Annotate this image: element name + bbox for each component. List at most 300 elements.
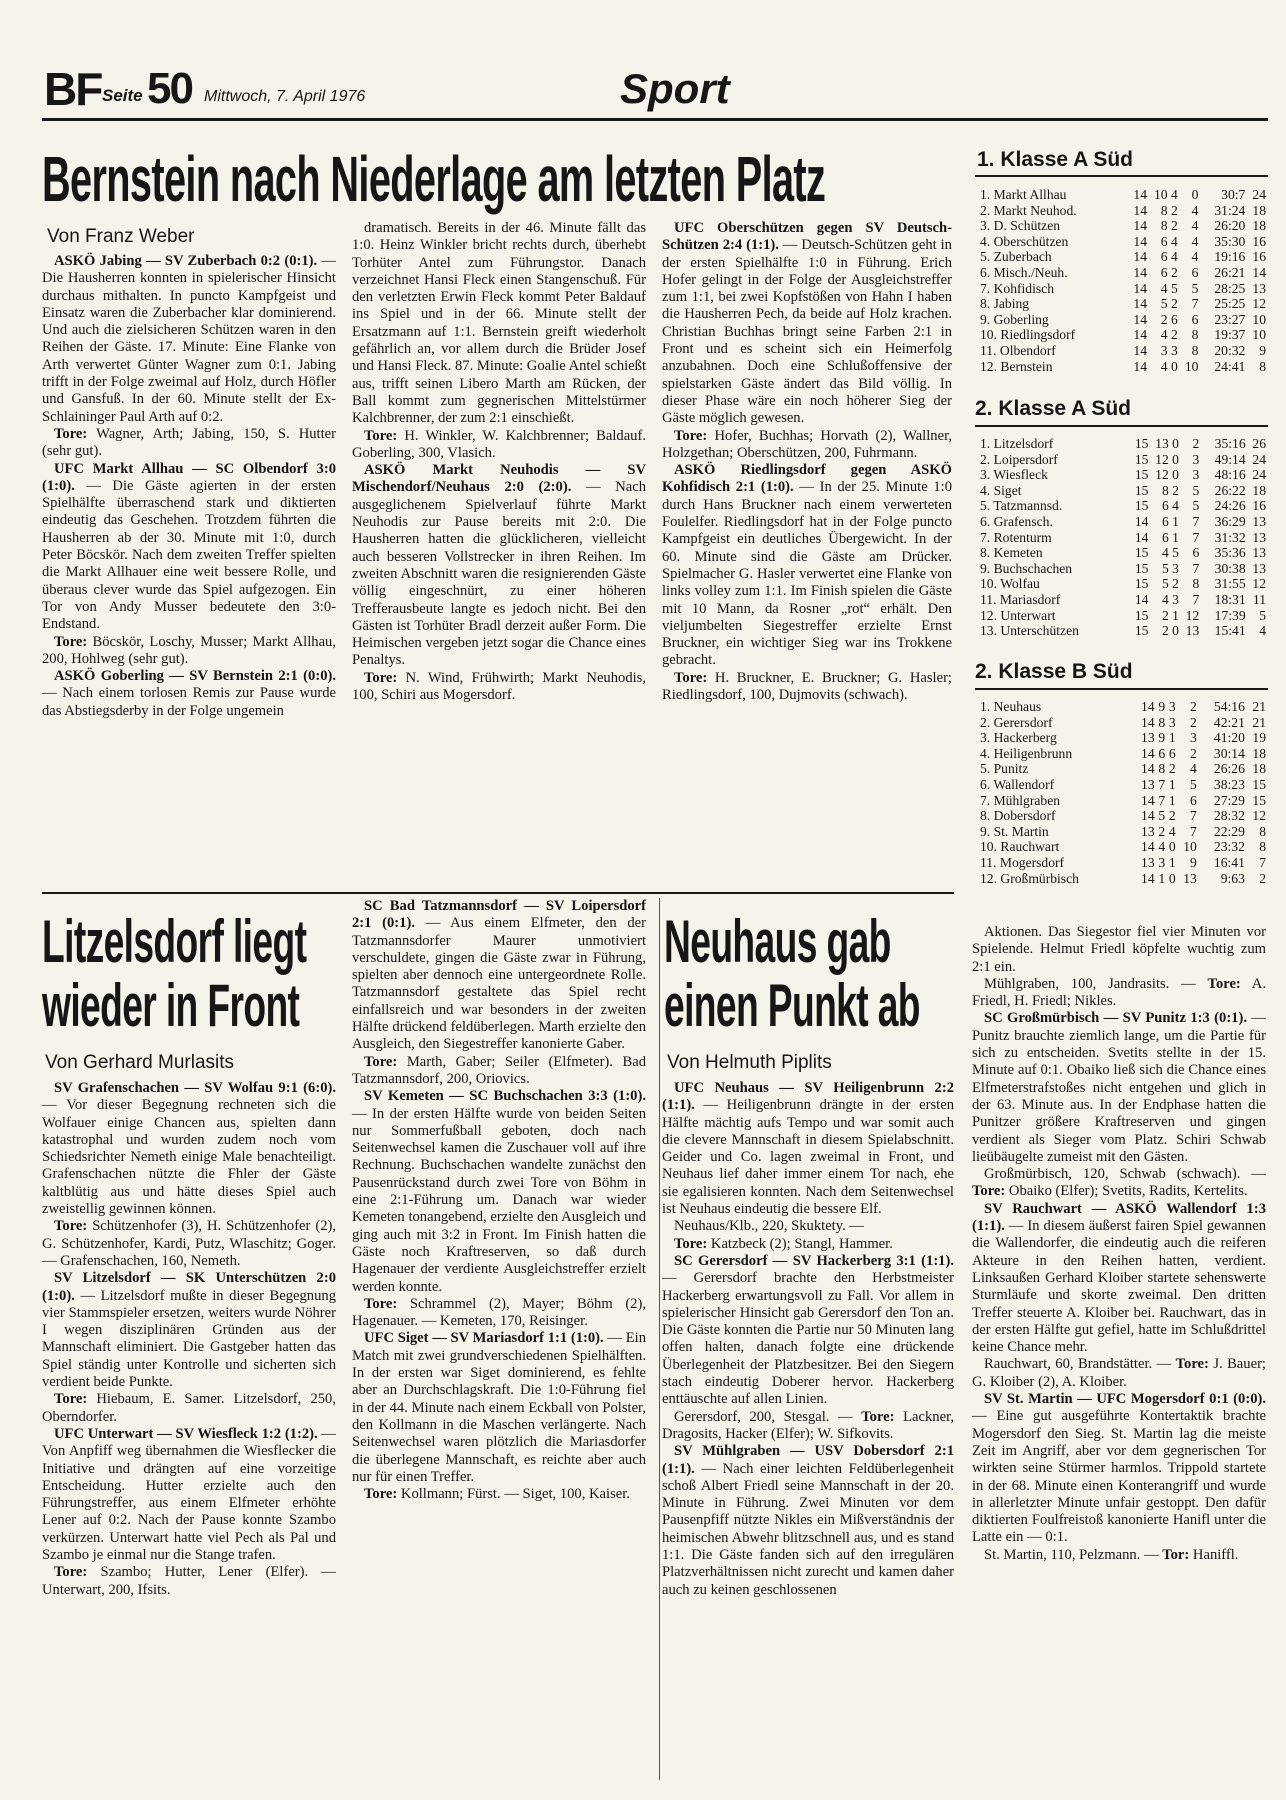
table-row — [980, 467, 1266, 483]
table-cell-goals: 16:41 — [1213, 854, 1245, 870]
match-report — [662, 462, 952, 670]
table-cell-goals: 24:41 — [1214, 358, 1246, 374]
table-cell-goals: 48:16 — [1214, 467, 1246, 483]
table-cell-team: 6. Grafensch. — [980, 513, 1053, 529]
table-cell-team: 3. D. Schützen — [980, 218, 1061, 234]
table-cell-lost: 7 — [1190, 823, 1197, 839]
goal-scorers — [972, 1356, 1266, 1391]
table-row — [980, 871, 1266, 887]
masthead-rule — [42, 118, 1268, 121]
table-row — [980, 561, 1266, 577]
match-result: SV Kemeten — SC Buchschachen 3:3 (1:0). — [364, 1088, 646, 1105]
table-cell-won: 5 — [1161, 560, 1169, 576]
scorers: Hofer, Buchhas; Horvath (2), Wallner, Holzgethan; Oberschützen, 200, Fuhrmann. — [662, 427, 952, 461]
table-cell-points: 9 — [1259, 342, 1266, 358]
table-cell-points: 12 — [1252, 808, 1266, 824]
table-cell-played: 14 — [1141, 808, 1155, 824]
table-cell-goals: 41:20 — [1213, 730, 1245, 746]
table-cell-won: 10 — [1153, 187, 1168, 202]
table-cell-drawn: 2 — [1171, 327, 1178, 343]
scorers: H. Bruckner, E. Bruckner; G. Hasler; Riedlingsdorf, 100, Dujmovits (schwach). — [662, 669, 952, 704]
table-cell-goals: 36:29 — [1214, 513, 1246, 529]
match-result: UFC Neuhaus — SV Heiligenbrunn 2:2 (1:1). — [662, 1080, 954, 1114]
table-cell-lost: 7 — [1191, 296, 1199, 312]
table-cell-team: 1. Neuhaus — [980, 699, 1042, 714]
table-row — [980, 855, 1266, 871]
match-report — [42, 1270, 336, 1391]
table-cell-goals: 26:21 — [1214, 264, 1246, 280]
table3 — [980, 699, 1266, 886]
table-cell-goals: 31:32 — [1214, 529, 1246, 545]
table-cell-drawn: 3 — [1168, 699, 1176, 714]
table-cell-won: 2 — [1158, 823, 1166, 839]
table2-rule — [975, 425, 1268, 427]
table-cell-played: 14 — [1133, 327, 1147, 343]
table-cell-won: 5 — [1158, 808, 1166, 824]
table-cell-played: 14 — [1141, 714, 1155, 730]
table-cell-points: 13 — [1252, 513, 1266, 529]
table-row — [980, 839, 1266, 855]
report-body: Aktionen. Das Siegestor fiel vier Minuten vor Spielende. Helmut Friedl köpfelte wuchtig zum 2:1 ein. — [972, 924, 1266, 975]
table-row — [980, 514, 1266, 530]
goal-scorers — [662, 1236, 954, 1253]
table-cell-played: 13 — [1141, 776, 1155, 792]
goal-scorers — [662, 428, 952, 463]
table-cell-team: 8. Dobersdorf — [980, 808, 1056, 824]
table-cell-lost: 4 — [1191, 202, 1199, 218]
report-body: — Nach ausgeglichenem Spielverlauf führte Markt Neuhodis zur Pause bereits mit 2:0. Die Hausherren hatten die glücklicheren, vielleicht auch besseren Vollstrecker in ihren Reihen. Im zweiten Abschnitt waren die resignierenden Gäste völlig eingeschnürt, zu einer höheren Trefferausbeute langte es jedoch nicht. Bei den Gästen ist Torhüter Bradl derzeit außer Form. Die Heimischen vergeben jetzt sogar die Chance eines Penaltys. — [352, 479, 646, 669]
goal-scorers — [662, 1409, 954, 1444]
table-cell-team: 10. Wolfau — [980, 576, 1040, 592]
table-cell-points: 8 — [1259, 358, 1266, 374]
table-cell-points: 8 — [1259, 839, 1266, 855]
scorers: Katzbeck (2); Stangl, Hammer. — [710, 1235, 893, 1252]
table-cell-won: 5 — [1160, 296, 1168, 312]
table-cell-goals: 23:32 — [1213, 839, 1245, 855]
table-cell-lost: 2 — [1192, 436, 1200, 451]
report-body: — Vor dieser Begegnung rechneten sich die Wolfauer einige Chancen aus, spielten dann katastrophal und wurden zudem noch vom Schiedsrichter Nemeth einige Male benachteiligt. Grafenschachen nützte die Fhler der Gäste kaltblütig aus und hätte dieses Spiel auch zweistellig gewinnen können. — [42, 1097, 336, 1218]
table-cell-lost: 4 — [1191, 233, 1199, 249]
table-cell-team: 2. Loipersdorf — [980, 451, 1058, 467]
table1-rule — [975, 175, 1268, 177]
table-cell-goals: 35:16 — [1214, 436, 1246, 451]
goal-scorers — [42, 426, 336, 461]
table-row — [980, 824, 1266, 840]
table-cell-goals: 35:30 — [1214, 233, 1246, 249]
table-cell-points: 12 — [1252, 296, 1266, 312]
goal-scorers — [972, 1547, 1266, 1564]
table-cell-points: 15 — [1252, 776, 1266, 792]
table-cell-drawn: 2 — [1171, 264, 1178, 280]
table-cell-drawn: 2 — [1171, 202, 1178, 218]
table-cell-drawn: 0 — [1168, 870, 1176, 886]
table-cell-points: 13 — [1252, 529, 1266, 545]
match-result: SV Litzelsdorf — SK Unterschützen 2:0 (1:0). — [42, 1270, 336, 1304]
attendance: Rauchwart, 60, Brandstätter. — — [984, 1356, 1172, 1373]
table-cell-drawn: 1 — [1168, 776, 1176, 792]
match-result: UFC Oberschützen gegen SV Deutsch-Schützen 2:4 (1:1). — [662, 220, 952, 254]
scorers: Lackner, Dragosits, Hacker (Elfer); W. Sifkovits. — [662, 1408, 955, 1442]
table-cell-team: 3. Hackerberg — [980, 730, 1057, 746]
table-cell-team: 5. Zuberbach — [980, 249, 1052, 265]
table-cell-team: 11. Mariasdorf — [980, 591, 1061, 607]
match-report — [352, 898, 646, 1054]
table-cell-team: 4. Oberschützen — [980, 233, 1069, 249]
table-cell-played: 13 — [1141, 730, 1155, 746]
tore-label: Tore: — [674, 1235, 708, 1252]
goal-scorers — [42, 1218, 336, 1270]
table2-title: 2. Klasse A Süd — [975, 397, 1132, 420]
masthead-date: Mittwoch, 7. April 1976 — [204, 88, 366, 105]
table-row — [980, 203, 1266, 219]
match-report — [662, 1080, 954, 1218]
table-cell-points: 18 — [1252, 745, 1266, 761]
table-cell-lost: 5 — [1190, 776, 1197, 792]
article3-byline: Von Helmuth Piplits — [667, 1052, 832, 1073]
table-cell-lost: 3 — [1192, 451, 1200, 467]
report-body: — Gerersdorf brachte den Herbstmeister Hackerberg erwartungsvoll zu Fall. Vor allem in spielerischer Hinsicht gab Gerersdorf den Ton an. Die Gäste konnten die Partie nur 50 Minuten lang offen halten, danach folgte eine drückende Überlegenheit der Platzbesitzer. Bei den Siegern stach eindeutig Doberer hervor. Hackerberg enttäuschte auf allen Linien. — [662, 1270, 954, 1408]
table-row — [980, 234, 1266, 250]
table-cell-goals: 15:41 — [1214, 623, 1246, 639]
table-cell-points: 16 — [1252, 249, 1266, 265]
table-cell-played: 15 — [1134, 545, 1149, 561]
table-cell-lost: 0 — [1191, 187, 1199, 202]
table-cell-points: 14 — [1252, 264, 1266, 280]
table-cell-lost: 7 — [1192, 529, 1200, 545]
table-cell-played: 14 — [1134, 591, 1149, 607]
table-cell-team: 12. Bernstein — [980, 358, 1053, 374]
table-cell-drawn: 0 — [1172, 451, 1179, 467]
scorers: Böcskör, Loschy, Musser; Markt Allhau, 200, Hohlweg (sehr gut). — [42, 633, 336, 667]
table-cell-lost: 2 — [1190, 714, 1197, 730]
table-cell-team: 3. Wiesfleck — [980, 467, 1048, 483]
tore-label: Tore: — [674, 427, 708, 444]
report-body: — Litzelsdorf mußte in dieser Begegnung vier Stammspieler ersetzen, weiters wurde Nöhrer I wegen disziplinären Gründen aus der Mannschaft eliminiert. Die Gastgeber hatten das Spiel ständig unter Kontrolle und sicherten sich verdient beide Punkte. — [42, 1287, 336, 1391]
table-cell-team: 1. Litzelsdorf — [980, 436, 1054, 451]
table-cell-lost: 9 — [1190, 854, 1197, 870]
scorers: A. Friedl, H. Friedl; Nikles. — [972, 975, 1266, 1010]
table-cell-drawn: 1 — [1168, 854, 1176, 870]
table-row — [980, 623, 1266, 639]
scorers: H. Winkler, W. Kalchbrenner; Baldauf. Goberling, 300, Vlasich. — [352, 427, 646, 461]
attendance: Mühlgraben, 100, Jandrasits. — — [984, 975, 1196, 992]
table-cell-won: 3 — [1158, 854, 1166, 870]
table-cell-played: 15 — [1134, 436, 1149, 451]
table-cell-won: 12 — [1155, 467, 1169, 483]
table-cell-team: 7. Rotenturm — [980, 529, 1052, 545]
table-cell-won: 4 — [1160, 280, 1168, 296]
table-cell-drawn: 1 — [1172, 607, 1179, 623]
table-cell-drawn: 0 — [1172, 467, 1179, 483]
table-cell-goals: 30:38 — [1214, 560, 1246, 576]
table-cell-drawn: 0 — [1171, 358, 1178, 374]
table-cell-points: 5 — [1259, 607, 1266, 623]
table-cell-won: 5 — [1161, 576, 1169, 592]
match-result: ASKÖ Markt Neuhodis — SV Mischendorf/Neuhaus 2:0 (2:0). — [352, 462, 646, 496]
table-cell-drawn: 0 — [1172, 436, 1179, 451]
table-cell-drawn: 4 — [1171, 233, 1178, 249]
table-cell-lost: 7 — [1192, 591, 1200, 607]
table-cell-team: 9. Goberling — [980, 311, 1049, 327]
table-cell-drawn: 1 — [1168, 730, 1176, 746]
report-body: — Die Hausherren konnten in spielerischer Hinsicht durchaus mithalten. In puncto Kampfgeist und Einsatz waren die Zuberbacher klar dominierend. Und auch die zielsicheren Schützen waren in den Reihen der Gäste. 17. Minute: Eine Flanke von Arth verwertet Günter Wagner zum 0:1. Jabing trifft in der Folge zweimal auf Holz, durch Höfler und Gansfuß. In der 60. Minute stellt der Ex-Schlaininger Paul Arth auf 0:2. — [42, 253, 336, 425]
tore-label: Tore: — [54, 1564, 88, 1581]
table-row — [980, 218, 1266, 234]
table-cell-drawn: 2 — [1171, 218, 1178, 234]
report-body: — Von Anpfiff weg übernahmen die Wiesflecker die Initiative und drängten auf eine vorzeitige Entscheidung. Hutter erzielte auch den Führungstreffer, aus einem Elfmeter erhöhte Lener auf 0:2. Nach der Pause konnte Szambo verkürzen. Unterwart hatte viel Pech als Pal und Szambo je einmal nur die Stange trafen. — [42, 1425, 336, 1564]
attendance: Großmürbisch, 120, Schwab (schwach). — — [984, 1166, 1266, 1183]
table-cell-played: 15 — [1134, 498, 1149, 514]
article3-column-1 — [662, 1080, 954, 1599]
table-cell-drawn: 5 — [1171, 280, 1178, 296]
tore-label: Tore: — [54, 633, 88, 650]
report-body: — Deutsch-Schützen geht in der ersten Spielhälfte 1:0 in Führung. Erich Hofer gelingt in der Folge der Ausgleichstreffer zum 1:1, bei zwei Kopfstößen von Hahn I haben die Hausherren Pech, da beide auf Holz krachen. Christian Buchhas bringt seine Farben 2:1 in Front und es scheint sich ein Heimerfolg anzubahnen. Doch eine Schlußoffensive der spielstarken Gäste ändert das Bild völlig. In dieser Phase wäre ein noch höherer Sieg der Gäste möglich gewesen. — [662, 237, 952, 427]
table-cell-won: 8 — [1160, 202, 1168, 218]
table-cell-won: 2 — [1160, 311, 1168, 327]
report-text — [972, 924, 1266, 976]
table-cell-won: 4 — [1158, 839, 1166, 855]
table-cell-goals: 28:32 — [1213, 808, 1245, 824]
table-cell-drawn: 6 — [1171, 311, 1178, 327]
scorers: Marth, Gaber; Seiler (Elfmeter). Bad Tatzmannsdorf, 200, Oriovics. — [352, 1053, 646, 1087]
goal-scorers — [352, 670, 646, 705]
match-result: SV Grafenschachen — SV Wolfau 9:1 (6:0). — [54, 1080, 336, 1096]
report-body: — In der ersten Hälfte wurde von beiden Seiten nur Sommerfußball geboten, doch nach Seitenwechsel kamen die Zuschauer voll auf ihre Rechnung. Buchschachen wandelte zunächst den Pausenrückstand durch zwei Tore von Böhm in eine 2:1-Führung um. Danach war wieder Kemeten tonangebend, erzielte den Ausgleich und ging auch mit 3:2 in Front. Im Finish hatten die Gäste noch Kraftreserven, so daß durch Hagenauer der verdiente Ausgleichstreffer erzielt werden konnte. — [352, 1105, 646, 1295]
table-row — [980, 592, 1266, 608]
table-cell-team: 6. Wallendorf — [980, 776, 1055, 792]
table-cell-won: 6 — [1161, 498, 1169, 514]
table-cell-won: 12 — [1155, 451, 1169, 467]
table-cell-played: 14 — [1141, 839, 1155, 855]
attendance: Gerersdorf, 200, Stesgal. — — [674, 1408, 853, 1425]
tore-label: Tore: — [1207, 975, 1241, 992]
table-cell-points: 13 — [1252, 280, 1266, 296]
table-cell-won: 6 — [1161, 529, 1169, 545]
table-cell-points: 2 — [1259, 870, 1266, 886]
table-row — [980, 699, 1266, 715]
report-body: — Eine gut ausgeführte Kontertaktik brachte Mogersdorf den Sieg. St. Martin lag die meiste Zeit im Angriff, aber vor dem gegnerischen Tor wirkten seine Stürmer harmlos. Trippold startete in der 68. Minute einen Konterangriff und wurde in allerletzter Minute unfair gestoppt. Den dafür diktierten Foulfreistoß kanonierte Hanifl unter die Latte ein — 0:1. — [972, 1408, 1266, 1546]
scorers: Obaiko (Elfer); Svetits, Radits, Kertelits. — [1008, 1183, 1248, 1200]
table-cell-drawn: 2 — [1171, 296, 1178, 312]
table-cell-drawn: 4 — [1172, 498, 1179, 514]
match-result: ASKÖ Riedlingsdorf gegen ASKÖ Kohfidisch 2:1 (1:0). — [662, 462, 952, 496]
table-cell-drawn: 2 — [1168, 808, 1176, 824]
tore-label: Tore: — [364, 669, 398, 686]
table-cell-drawn: 1 — [1168, 792, 1176, 808]
article3-column-2 — [972, 924, 1266, 1564]
match-report — [352, 1088, 646, 1296]
table-cell-team: 13. Unterschützen — [980, 623, 1079, 639]
table-cell-played: 15 — [1134, 576, 1149, 592]
match-report — [42, 1426, 336, 1564]
match-result: SC Bad Tatzmannsdorf — SV Loipersdorf 2:1 (0:1). — [352, 898, 646, 932]
table-cell-played: 14 — [1133, 187, 1147, 202]
tore-label: Tore: — [54, 1391, 88, 1408]
table-row — [980, 359, 1266, 375]
table-cell-lost: 12 — [1185, 607, 1200, 623]
table-cell-won: 8 — [1158, 761, 1166, 777]
table-cell-played: 15 — [1134, 623, 1149, 639]
tore-label: Tore: — [861, 1408, 895, 1425]
table-cell-goals: 27:29 — [1213, 792, 1245, 808]
match-result: SV St. Martin — UFC Mogersdorf 0:1 (0:0). — [984, 1391, 1266, 1408]
match-report — [662, 220, 952, 428]
match-report — [972, 1391, 1266, 1547]
table-row — [980, 265, 1266, 281]
table-cell-lost: 6 — [1191, 311, 1199, 327]
table-cell-points: 7 — [1259, 854, 1266, 870]
match-result: UFC Siget — SV Mariasdorf 1:1 (1:0). — [364, 1330, 604, 1347]
match-report — [42, 461, 336, 634]
table-cell-team: 10. Rauchwart — [980, 839, 1060, 855]
tore-label: Tore: — [1175, 1356, 1209, 1373]
table-cell-won: 3 — [1160, 342, 1168, 358]
report-text — [662, 1218, 954, 1235]
table-cell-played: 14 — [1141, 870, 1155, 886]
table-cell-team: 5. Tatzmannsd. — [980, 498, 1063, 514]
match-report — [352, 462, 646, 670]
table-cell-played: 14 — [1133, 342, 1147, 358]
table-cell-points: 21 — [1252, 714, 1266, 730]
report-body: — Ein Match mit zwei grundverschiedenen Spielhälften. In der ersten war Siget dominierend, es fehlte aber an Durchschlagskraft. Die 1:0-Führung fiel in der 44. Minute nach einem Eckball von Polster, den Kollmann in die Maschen verlängerte. Nach Seitenwechsel waren plötzlich die Mariasdorfer die überlegene Mannschaft, es reichte aber auch nur für einen Treffer. — [352, 1330, 646, 1485]
article2-headline-line2: wieder in Front — [42, 972, 300, 1039]
table2 — [980, 436, 1266, 639]
table-cell-lost: 8 — [1192, 576, 1200, 592]
table-row — [980, 296, 1266, 312]
table-cell-won: 9 — [1158, 730, 1166, 746]
table-cell-goals: 22:29 — [1213, 823, 1245, 839]
tore-label: Tore: — [364, 1053, 398, 1070]
table-cell-played: 15 — [1134, 607, 1149, 623]
table-cell-played: 14 — [1133, 264, 1147, 280]
table-cell-team: 5. Punitz — [980, 761, 1029, 777]
table-cell-points: 24 — [1252, 451, 1266, 467]
scorers: Szambo; Hutter, Lener (Elfer). — Unterwart, 200, Ifsits. — [42, 1564, 336, 1598]
table3-rule — [975, 688, 1268, 690]
masthead-section: Sport — [620, 65, 730, 112]
table-cell-points: 18 — [1252, 202, 1266, 218]
table-cell-team: 11. Olbendorf — [980, 342, 1056, 358]
article2-column-2 — [352, 898, 646, 1503]
table-row — [980, 715, 1266, 731]
match-result: UFC Unterwart — SV Wiesfleck 1:2 (1:2). — [54, 1425, 318, 1442]
table-cell-points: 10 — [1252, 311, 1266, 327]
table-cell-played: 14 — [1141, 792, 1155, 808]
table-row — [980, 530, 1266, 546]
report-body: — Nach einer leichten Feldüberlegenheit schoß Albert Friedl seine Mannschaft in der 20. Minute in Führung. Zwei Minuten vor dem Pausenpfiff nützte Nikles ein Mißverständnis der heimischen Abwehr blitzschnell aus, und es stand 1:1. Die Gäste fanden sich auf den irregulären Platzverhältnissen nicht zurecht und kamen daher auch zu keinen geschlossenen — [662, 1460, 955, 1598]
table-cell-won: 4 — [1160, 358, 1168, 374]
article-divider — [42, 892, 954, 894]
table-cell-goals: 18:31 — [1214, 591, 1246, 607]
report-body: Neuhaus/Klb., 220, Skuktety. — — [674, 1218, 864, 1235]
article1-column-3 — [662, 220, 952, 704]
masthead-seite-label: Seite — [102, 86, 143, 105]
table-cell-played: 14 — [1133, 296, 1147, 312]
table-cell-played: 14 — [1133, 311, 1147, 327]
table-cell-goals: 17:39 — [1214, 607, 1246, 623]
goal-scorers — [42, 1391, 336, 1426]
table-cell-drawn: 6 — [1168, 745, 1176, 761]
report-body: dramatisch. Bereits in der 46. Minute fällt das 1:0. Heinz Winkler bricht rechts durch, überhebt Torhüter Antel zum Führungstor. Danach verzeichnet Hansi Fleck einen Stangenschuß. Für den verletzten Erwin Fleck kommt Peter Baldauf ins Spiel und in der 66. Minute stellt der Ersatzmann auf 1:1. Bernstein greift wiederholt gefährlich an, vor allem durch die Brüder Josef und Hansi Fleck. 87. Minute: Goalie Antel schießt aus, trifft seinen Libero Marth am Rücken, der Ball kommt zum gegnerischen Mittelstürmer Kalchbrenner, der zum 2:1 einschießt. — [352, 220, 646, 427]
report-text — [352, 220, 646, 428]
report-body: — In diesem äußerst fairen Spiel gewannen die Wallendorfer, die eindeutig auch die reiferen Akteure in den Reihen hatten, verdient. Linksaußen Gerhard Kloiber startete sehenswerte Sturmläufe und skorte zweimal. Den dritten Treffer steuerte A. Kloiber bei. Rauchwart, das in der ersten Hälfte gut gefiel, hatte im Schlußdrittel keine Chance mehr. — [972, 1218, 1266, 1356]
table-cell-points: 18 — [1252, 482, 1266, 498]
table-row — [980, 777, 1266, 793]
table-cell-team: 8. Jabing — [980, 296, 1030, 312]
table-cell-points: 12 — [1252, 576, 1266, 592]
table3-title: 2. Klasse B Süd — [975, 660, 1133, 683]
table-cell-lost: 4 — [1191, 249, 1199, 265]
table-cell-goals: 35:36 — [1214, 545, 1246, 561]
table-cell-won: 8 — [1158, 714, 1166, 730]
table-cell-won: 6 — [1158, 745, 1166, 761]
table-row — [980, 436, 1266, 452]
table-cell-lost: 2 — [1190, 699, 1197, 714]
match-report — [662, 1253, 954, 1409]
table-cell-goals: 26:20 — [1214, 218, 1246, 234]
match-report — [42, 253, 336, 426]
match-result: SV Rauchwart — ASKÖ Wallendorf 1:3 (1:1). — [972, 1200, 1266, 1235]
tore-label: Tore: — [54, 425, 88, 442]
table-row — [980, 327, 1266, 343]
article3-headline-line2: einen Punkt ab — [664, 972, 920, 1039]
table-cell-goals: 20:32 — [1214, 342, 1246, 358]
match-result: SC Gerersdorf — SV Hackerberg 3:1 (1:1). — [674, 1252, 954, 1269]
table-row — [980, 187, 1266, 203]
table-cell-played: 14 — [1133, 280, 1147, 296]
table-cell-drawn: 4 — [1168, 823, 1176, 839]
table-cell-team: 12. Unterwart — [980, 607, 1056, 623]
table-cell-played: 14 — [1133, 233, 1147, 249]
table-cell-points: 24 — [1252, 467, 1266, 483]
match-report — [42, 668, 336, 720]
table-cell-team: 2. Gerersdorf — [980, 714, 1053, 730]
table-cell-goals: 30:7 — [1221, 187, 1246, 202]
table-cell-drawn: 4 — [1171, 249, 1178, 265]
match-report — [972, 1010, 1266, 1166]
table-cell-won: 4 — [1161, 591, 1169, 607]
table-cell-goals: 19:37 — [1214, 327, 1246, 343]
table-cell-points: 19 — [1252, 730, 1266, 746]
article1-byline: Von Franz Weber — [47, 226, 195, 247]
goal-scorers — [972, 976, 1266, 1011]
goal-scorers — [352, 428, 646, 463]
article3-headline-line1: Neuhaus gab — [664, 908, 891, 975]
report-body: — Punitz brauchte ziemlich lange, um die Partie für sich zu entscheiden. Svetits stellte in der 15. Minute auf 0:1. Obaiko ließ sich die Chance eines Elfmeterstrafstoßes nicht entgehen und glich in der 63. Minute aus. In der Endphase hatten die Punitzer größere Kraftreserven und gingen verdient als Sieger vom Platz. Schiri Schwab lieübäugelte zumeist mit den Gästen. — [972, 1010, 1266, 1165]
scorers: N. Wind, Frühwirth; Markt Neuhodis, 100, Schiri aus Mogersdorf. — [352, 669, 647, 704]
table-cell-drawn: 4 — [1171, 187, 1178, 202]
table-cell-lost: 3 — [1192, 467, 1200, 483]
table-row — [980, 576, 1266, 592]
table-cell-team: 7. Kohfidisch — [980, 280, 1055, 296]
table-cell-lost: 6 — [1190, 792, 1197, 808]
table-cell-team: 6. Misch./Neuh. — [980, 264, 1068, 280]
table-cell-lost: 8 — [1191, 342, 1199, 358]
table-cell-lost: 4 — [1190, 761, 1197, 777]
table-cell-played: 13 — [1141, 854, 1155, 870]
table-row — [980, 793, 1266, 809]
report-body: — Heiligenbrunn drängte in der ersten Hälfte mächtig aufs Tempo und war somit auch die clevere Mannschaft in diesem Spielabschnitt. Geider und Co. lagen zweimal in Front, und Neuhaus lief daher immer einem Tor nach, ehe sie egalisieren konnten. Nach dem Seitenwechsel ist Neuhaus eindeutig die bessere Elf. — [662, 1097, 954, 1218]
table-cell-won: 6 — [1161, 513, 1169, 529]
table-cell-lost: 5 — [1192, 498, 1200, 514]
table-cell-points: 13 — [1252, 545, 1266, 561]
table-cell-played: 14 — [1141, 761, 1155, 777]
article1-column-1 — [42, 253, 336, 720]
table-cell-lost: 10 — [1183, 839, 1197, 855]
table-cell-played: 14 — [1133, 218, 1147, 234]
match-result: ASKÖ Goberling — SV Bernstein 2:1 (0:0). — [54, 668, 336, 685]
table-row — [980, 730, 1266, 746]
